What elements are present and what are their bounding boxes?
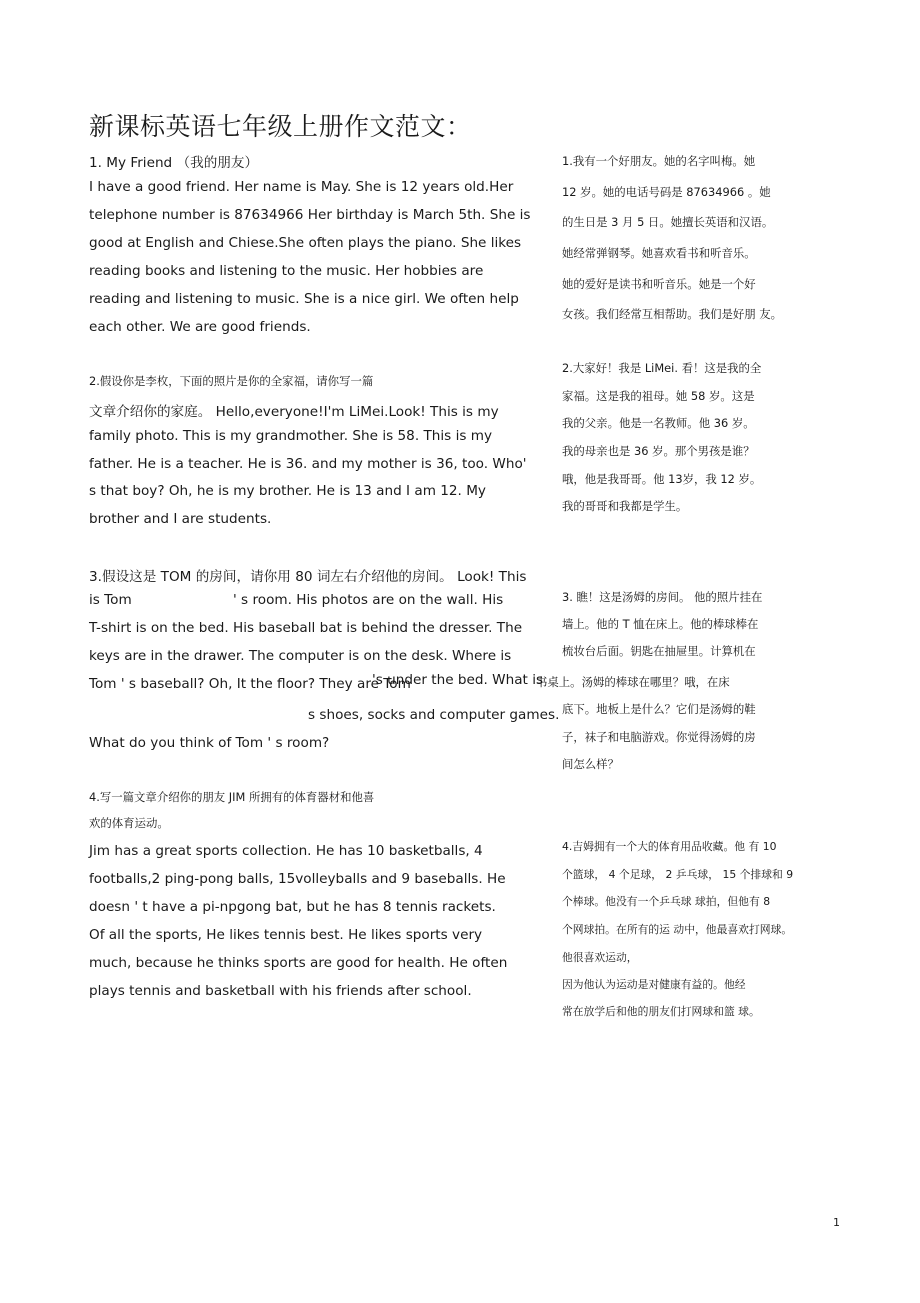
translation1-line: 1.我有一个好朋友。她的名字叫梅。她 — [562, 154, 756, 168]
translation4-line: 个网球拍。在所有的运 动中，他最喜欢打网球。 — [562, 923, 793, 936]
essay4-line: doesn ' t have a pi-npgong bat, but he has 8 tennis rackets. — [89, 899, 496, 915]
translation3-line: 书桌上。汤姆的棒球在哪里？哦，在床 — [536, 675, 730, 689]
essay1-heading: 1. My Friend （我的朋友） — [89, 155, 259, 171]
translation3-line: 底下。地板上是什么？它们是汤姆的鞋 — [562, 702, 756, 716]
translation2-line: 2.大家好！我是 LiMei. 看！这是我的全 — [562, 361, 762, 375]
translation4-line: 4.吉姆拥有一个大的体育用品收藏。他 有 10 — [562, 840, 777, 853]
essay2-line: father. He is a teacher. He is 36. and my mother is 36, too. Who' — [89, 456, 527, 472]
essay4-line: plays tennis and basketball with his friends after school. — [89, 983, 472, 999]
essay4-line: footballs,2 ping-pong balls, 15volleyballs and 9 baseballs. He — [89, 871, 506, 887]
essay3-line: is Tom — [89, 592, 132, 608]
page-title: 新课标英语七年级上册作文范文： — [89, 112, 472, 141]
translation1-line: 她的爱好是读书和听音乐。她是一个好 — [562, 277, 756, 291]
essay4-line: Of all the sports, He likes tennis best. He likes sports very — [89, 927, 483, 943]
essay1-line: telephone number is 87634966 Her birthday is March 5th. She is — [89, 207, 531, 223]
essay2-line: s that boy? Oh, he is my brother. He is 13 and I am 12. My — [89, 483, 486, 499]
essay1-line: reading books and listening to the music. Her hobbies are — [89, 263, 484, 279]
translation1-line: 女孩。我们经常互相帮助。我们是好朋 友。 — [562, 307, 783, 321]
essay4-line: much, because he thinks sports are good for health. He often — [89, 955, 508, 971]
translation2-line: 哦，他是我哥哥。他 13岁，我 12 岁。 — [562, 472, 762, 486]
essay2-line: family photo. This is my grandmother. She is 58. This is my — [89, 428, 493, 444]
essay3-line: keys are in the drawer. The computer is on the desk. Where is — [89, 648, 512, 664]
page-number: 1 — [833, 1216, 840, 1229]
translation4-line: 常在放学后和他的朋友们打网球和篮 球。 — [562, 1005, 760, 1018]
translation3-line: 3. 瞧！这是汤姆的房间。 他的照片挂在 — [562, 590, 763, 604]
translation3-line: 子，袜子和电脑游戏。你觉得汤姆的房 — [562, 730, 756, 744]
essay3-line: ' s room. His photos are on the wall. His — [233, 592, 504, 608]
essay1-line: reading and listening to music. She is a nice girl. We often help — [89, 291, 519, 307]
translation3-line: 梳妆台后面。钥匙在抽屉里。计算机在 — [562, 644, 756, 658]
essay3-line: s shoes, socks and computer games. — [308, 707, 560, 723]
translation4-line: 个篮球， 4 个足球， 2 乒乓球， 15 个排球和 9 — [562, 868, 794, 881]
essay2-line: brother and I are students. — [89, 511, 272, 527]
translation3-line: 间怎么样？ — [562, 757, 619, 771]
essay4-prompt: 欢的体育运动。 — [89, 816, 169, 830]
translation4-line: 因为他认为运动是对健康有益的。他经 — [562, 978, 746, 991]
essay3-line: Tom ' s baseball? Oh, It the floor? They are Tom — [89, 676, 411, 692]
essay3-line: What do you think of Tom ' s room? — [89, 735, 330, 751]
essay3-line: 's under the bed. What is — [372, 672, 544, 688]
essay4-line: Jim has a great sports collection. He has 10 basketballs, 4 — [89, 843, 483, 859]
translation1-line: 12 岁。她的电话号码是 87634966 。她 — [562, 185, 771, 199]
translation3-line: 墙上。他的 T 恤在床上。他的棒球棒在 — [562, 617, 759, 631]
essay2-prompt: 2.假设你是李枚，下面的照片是你的全家福，请你写一篇 — [89, 374, 374, 388]
translation4-line: 个棒球。他没有一个乒乓球 球拍，但他有 8 — [562, 895, 771, 908]
translation2-line: 我的哥哥和我都是学生。 — [562, 499, 688, 513]
essay1-line: I have a good friend. Her name is May. She is 12 years old.Her — [89, 179, 514, 195]
essay1-line: each other. We are good friends. — [89, 319, 311, 335]
essay3-line: T-shirt is on the bed. His baseball bat is behind the dresser. The — [89, 620, 523, 636]
essay4-prompt: 4.写一篇文章介绍你的朋友 JIM 所拥有的体育器材和他喜 — [89, 790, 375, 804]
essay3-prompt: 3.假设这是 TOM 的房间，请你用 80 词左右介绍他的房间。 Look! This — [89, 569, 527, 585]
translation1-line: 的生日是 3 月 5 日。她擅长英语和汉语。 — [562, 215, 774, 229]
essay2-line: 文章介绍你的家庭。 Hello,everyone!I'm LiMei.Look! This is my — [89, 404, 499, 420]
translation2-line: 我的父亲。他是一名教师。他 36 岁。 — [562, 416, 755, 430]
translation4-line: 他很喜欢运动， — [562, 951, 638, 964]
translation2-line: 我的母亲也是 36 岁。那个男孩是谁？ — [562, 444, 755, 458]
essay1-line: good at English and Chiese.She often plays the piano. She likes — [89, 235, 522, 251]
translation2-line: 家福。这是我的祖母。她 58 岁。这是 — [562, 389, 755, 403]
translation1-line: 她经常弹钢琴。她喜欢看书和听音乐。 — [562, 246, 756, 260]
